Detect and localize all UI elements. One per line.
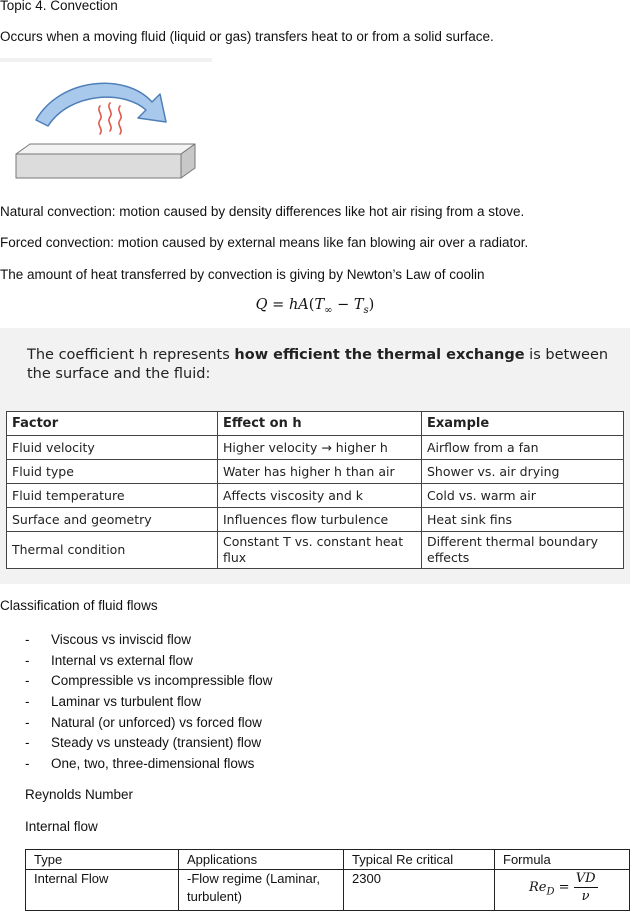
list-item: - Internal vs external flow bbox=[25, 651, 272, 672]
table-row bbox=[7, 508, 624, 532]
list-item: - Viscous vs inviscid flow bbox=[25, 630, 272, 651]
flow-classification-list bbox=[25, 630, 272, 775]
natural-convection-text: Natural convection: motion caused by density differences like hot air rising from a stove. bbox=[0, 204, 525, 219]
newton-law-formula: $Q = hA(T_\infty - T_s)$ bbox=[255, 297, 375, 316]
table-cell: Heat sink fins bbox=[422, 508, 624, 532]
column-header: Example bbox=[422, 412, 624, 436]
table-cell: Shower vs. air drying bbox=[422, 460, 624, 484]
column-header: Factor bbox=[7, 412, 218, 436]
table-cell: Affects viscosity and k bbox=[218, 484, 422, 508]
table-row bbox=[7, 436, 624, 460]
table-row bbox=[7, 532, 624, 569]
list-item: - Laminar vs turbulent flow bbox=[25, 692, 272, 713]
list-item: - Natural (or unforced) vs forced flow bbox=[25, 713, 272, 734]
classification-title: Classification of fluid flows bbox=[0, 598, 158, 613]
forced-convection-text: Forced convection: motion caused by external means like fan blowing air over a radiator. bbox=[0, 235, 529, 250]
solid-surface-slab-icon bbox=[16, 144, 195, 178]
intro-paragraph: Occurs when a moving fluid (liquid or gas) transfers heat to or from a solid surface. bbox=[0, 29, 494, 44]
table-cell: Different thermal boundary effects bbox=[422, 532, 624, 569]
coefficient-description: The coefficient h represents how efficient the thermal exchange is between the surface and the fluid: bbox=[27, 347, 609, 382]
bullet-dash: - bbox=[25, 714, 30, 730]
convection-illustration bbox=[0, 58, 212, 186]
reynolds-number-heading: Reynolds Number bbox=[25, 787, 134, 802]
bullet-dash: - bbox=[25, 694, 30, 710]
table-cell: Internal Flow bbox=[26, 870, 179, 911]
column-header: Effect on h bbox=[218, 412, 422, 436]
bullet-dash: - bbox=[25, 673, 30, 689]
column-header: Applications bbox=[179, 850, 344, 870]
table-cell: Airflow from a fan bbox=[422, 436, 624, 460]
reynolds-formula: $Re_D$ = $\frac{VD}{\nu}$ bbox=[495, 870, 630, 911]
table-cell: Fluid temperature bbox=[7, 484, 218, 508]
table-cell: -Flow regime (Laminar, turbulent) bbox=[179, 870, 344, 911]
bullet-dash: - bbox=[25, 652, 30, 668]
internal-table-header bbox=[26, 850, 630, 870]
column-header: Type bbox=[26, 850, 179, 870]
list-item: - Compressible vs incompressible flow bbox=[25, 671, 272, 692]
table-cell: Surface and geometry bbox=[7, 508, 218, 532]
table-cell: Water has higher h than air bbox=[218, 460, 422, 484]
table-cell: Higher velocity → higher h bbox=[218, 436, 422, 460]
table-cell: Constant T vs. constant heat flux bbox=[218, 532, 422, 569]
list-item: - Steady vs unsteady (transient) flow bbox=[25, 733, 272, 754]
table-cell: Influences flow turbulence bbox=[218, 508, 422, 532]
bullet-dash: - bbox=[25, 632, 30, 647]
factors-table bbox=[6, 411, 624, 569]
topic-title: Topic 4. Convection bbox=[0, 0, 118, 13]
table-cell: Thermal condition bbox=[7, 532, 218, 569]
newton-law-text: The amount of heat transferred by convection is giving by Newton’s Law of coolin bbox=[0, 267, 485, 282]
table-row bbox=[7, 484, 624, 508]
table-row bbox=[26, 870, 630, 911]
table-cell: Cold vs. warm air bbox=[422, 484, 624, 508]
column-header: Formula bbox=[495, 850, 630, 870]
internal-flow-heading: Internal flow bbox=[25, 819, 98, 834]
bullet-dash: - bbox=[25, 735, 30, 751]
factors-table-header bbox=[7, 412, 624, 436]
list-item: - One, two, three-dimensional flows bbox=[25, 754, 272, 775]
internal-flow-table bbox=[25, 849, 630, 911]
table-cell: 2300 bbox=[344, 870, 495, 911]
table-row bbox=[7, 460, 624, 484]
bullet-dash: - bbox=[25, 756, 30, 772]
heat-waves-icon bbox=[99, 103, 121, 134]
table-cell: Fluid type bbox=[7, 460, 218, 484]
column-header: Typical Re critical bbox=[344, 850, 495, 870]
table-cell: Fluid velocity bbox=[7, 436, 218, 460]
